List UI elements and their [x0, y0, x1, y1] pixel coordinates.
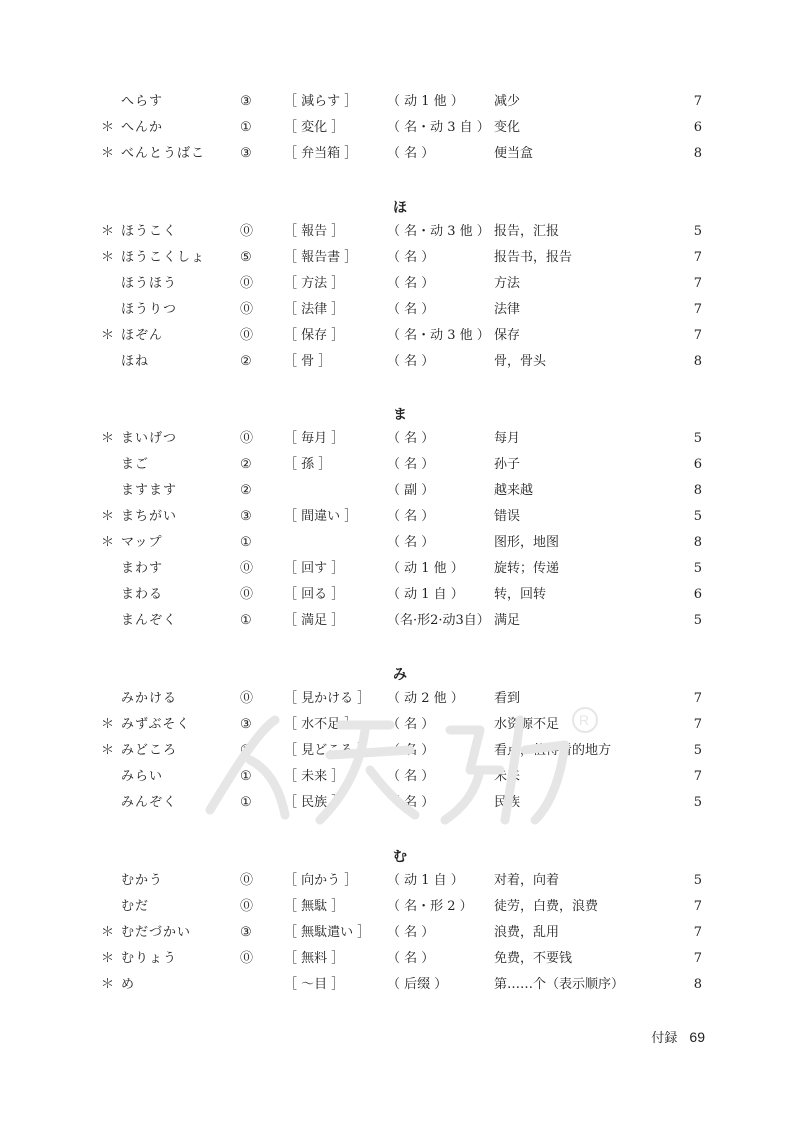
entry-meaning: 方法: [494, 276, 521, 291]
page-number: 69: [689, 1029, 705, 1045]
entry-row: [0, 612, 800, 638]
entry-kanji: ［ 減らす ］: [284, 94, 358, 109]
entry-kanji: ［ 弁当箱 ］: [284, 146, 358, 161]
entry-star-marker: ＊: [101, 977, 115, 992]
entry-part-of-speech: （ 名・形 2 ）: [387, 899, 473, 914]
entry-kanji: ［ 見かける ］: [284, 691, 371, 706]
entry-meaning: 民族: [494, 795, 521, 810]
entry-row: [0, 716, 800, 742]
entry-star-marker: ＊: [101, 146, 115, 161]
entry-row: [0, 768, 800, 794]
entry-kana: むかう: [121, 873, 164, 888]
entry-meaning: 对着，向着: [494, 873, 560, 888]
entry-row: [0, 742, 800, 768]
entry-kanji: ［ 保存 ］: [284, 328, 345, 343]
entry-kana: まご: [121, 457, 150, 472]
entry-kanji: ［ 無駄遣い ］: [284, 925, 371, 940]
entry-kanji: ［ 回る ］: [284, 587, 345, 602]
entry-meaning: 报告，汇报: [494, 224, 560, 239]
entry-part-of-speech: （ 名 ）: [387, 535, 435, 550]
entry-part-of-speech: （ 名 ）: [387, 743, 435, 758]
entry-accent: ③: [240, 717, 252, 732]
entry-row: [0, 145, 800, 171]
entry-row: [0, 93, 800, 119]
entry-part-of-speech: （ 名 ）: [387, 457, 435, 472]
entry-part-of-speech: （ 名 ）: [387, 717, 435, 732]
entry-meaning: 错误: [494, 509, 521, 524]
entry-meaning: 变化: [494, 120, 521, 135]
entry-lesson-number: 5: [693, 561, 702, 576]
entry-row: [0, 560, 800, 586]
svg-text:R: R: [579, 712, 590, 728]
entry-kana: ほね: [121, 354, 150, 369]
entry-part-of-speech: （ 后缀 ）: [387, 977, 448, 992]
entry-row: [0, 898, 800, 924]
entry-lesson-number: 7: [693, 691, 702, 706]
entry-lesson-number: 8: [693, 535, 702, 550]
entry-star-marker: ＊: [101, 224, 115, 239]
entry-kana: みらい: [121, 769, 164, 784]
entry-kana: ほうほう: [121, 276, 178, 291]
entry-star-marker: ＊: [101, 925, 115, 940]
entry-lesson-number: 5: [693, 224, 702, 239]
entry-meaning: 满足: [494, 613, 521, 628]
entry-lesson-number: 6: [693, 457, 702, 472]
entry-kana: ほうこく: [121, 224, 178, 239]
entry-star-marker: ＊: [101, 509, 115, 524]
entry-row: [0, 482, 800, 508]
entry-part-of-speech: （ 名・动 3 自 ）: [387, 120, 490, 135]
entry-lesson-number: 7: [693, 717, 702, 732]
entry-accent: ②: [240, 483, 252, 498]
entry-lesson-number: 7: [693, 951, 702, 966]
footer-label: 付録: [651, 1030, 678, 1045]
entry-meaning: 水资源不足: [494, 717, 560, 732]
entry-part-of-speech: （ 名 ）: [387, 302, 435, 317]
entry-kanji: ［ 間違い ］: [284, 509, 358, 524]
entry-kana: みどころ: [121, 743, 178, 758]
entry-row: [0, 430, 800, 456]
entry-accent: ⓪: [240, 873, 254, 888]
entry-lesson-number: 5: [693, 743, 702, 758]
entry-accent: ③: [240, 94, 252, 109]
entry-meaning: 看点，值得看的地方: [494, 743, 612, 758]
entry-kana: むだ: [121, 899, 150, 914]
entry-meaning: 免费，不要钱: [494, 951, 573, 966]
entry-accent: ①: [240, 795, 252, 810]
entry-accent: ⓪: [240, 431, 254, 446]
entry-lesson-number: 5: [693, 873, 702, 888]
section-heading: ま: [393, 407, 407, 423]
entry-kanji: ［ ～目 ］: [284, 977, 345, 992]
section-heading: ほ: [393, 200, 407, 216]
entry-kana: みずぶそく: [121, 717, 191, 732]
entry-star-marker: ＊: [101, 717, 115, 732]
entry-kanji: ［ 無料 ］: [284, 951, 345, 966]
entry-part-of-speech: （ 名 ）: [387, 509, 435, 524]
entry-lesson-number: 8: [693, 354, 702, 369]
entry-lesson-number: 6: [693, 587, 702, 602]
entry-accent: ⓪: [240, 224, 254, 239]
entry-lesson-number: 7: [693, 769, 702, 784]
entry-accent: ⓪: [240, 328, 254, 343]
entry-lesson-number: 5: [693, 431, 702, 446]
entry-accent: ①: [240, 120, 252, 135]
entry-row: [0, 794, 800, 820]
entry-kana: ますます: [121, 483, 178, 498]
entry-part-of-speech: （ 名 ）: [387, 431, 435, 446]
entry-accent: ⓪: [240, 587, 254, 602]
entry-kanji: ［ 孫 ］: [284, 457, 332, 472]
entry-kana: へらす: [121, 94, 164, 109]
entry-part-of-speech: （ 名・动 3 他 ）: [387, 224, 490, 239]
entry-accent: ⓪: [240, 899, 254, 914]
entry-lesson-number: 7: [693, 328, 702, 343]
entry-part-of-speech: （ 名 ）: [387, 795, 435, 810]
entry-kanji: ［ 毎月 ］: [284, 431, 345, 446]
entry-accent: ⓪: [240, 302, 254, 317]
entry-meaning: 骨，骨头: [494, 354, 547, 369]
entry-part-of-speech: （ 名 ）: [387, 250, 435, 265]
entry-kana: ほうこくしょ: [121, 250, 206, 265]
entry-accent: ②: [240, 354, 252, 369]
entry-kanji: ［ 未来 ］: [284, 769, 345, 784]
entry-lesson-number: 5: [693, 795, 702, 810]
entry-row: [0, 119, 800, 145]
entry-meaning: 旋转；传递: [494, 561, 560, 576]
entry-part-of-speech: （ 名 ）: [387, 925, 435, 940]
entry-kanji: ［ 見どころ ］: [284, 743, 371, 758]
entry-row: [0, 223, 800, 249]
entry-lesson-number: 8: [693, 483, 702, 498]
entry-row: [0, 301, 800, 327]
entry-meaning: 减少: [494, 94, 521, 109]
entry-lesson-number: 5: [693, 613, 702, 628]
entry-accent: ③: [240, 146, 252, 161]
entry-meaning: 法律: [494, 302, 521, 317]
entry-lesson-number: 7: [693, 94, 702, 109]
entry-part-of-speech: （名·形2·动3自）: [387, 613, 490, 628]
entry-star-marker: ＊: [101, 250, 115, 265]
entry-accent: ①: [240, 535, 252, 550]
entry-star-marker: ＊: [101, 535, 115, 550]
entry-row: [0, 924, 800, 950]
entry-accent: ⓪: [240, 951, 254, 966]
entry-part-of-speech: （ 动 1 自 ）: [387, 587, 464, 602]
entry-meaning: 每月: [494, 431, 521, 446]
entry-meaning: 报告书，报告: [494, 250, 573, 265]
entry-kana: マップ: [121, 535, 163, 550]
entry-row: [0, 327, 800, 353]
entry-part-of-speech: （ 动 1 他 ）: [387, 94, 464, 109]
entry-row: [0, 353, 800, 379]
entry-accent: ⑤: [240, 250, 252, 265]
entry-part-of-speech: （ 动 1 他 ）: [387, 561, 464, 576]
section-heading: み: [393, 667, 407, 683]
entry-accent: ⓪: [240, 561, 254, 576]
entry-accent: ②: [240, 457, 252, 472]
entry-part-of-speech: （ 动 2 他 ）: [387, 691, 464, 706]
entry-meaning: 徒劳，白费，浪费: [494, 899, 599, 914]
entry-kana: め: [121, 977, 136, 992]
entry-kanji: ［ 向かう ］: [284, 873, 358, 888]
entry-meaning: 便当盒: [494, 146, 534, 161]
entry-row: [0, 249, 800, 275]
entry-accent: ②: [240, 743, 252, 758]
entry-row: [0, 508, 800, 534]
entry-lesson-number: 7: [693, 899, 702, 914]
entry-kanji: ［ 水不足 ］: [284, 717, 358, 732]
entry-kana: まわる: [121, 587, 164, 602]
entry-kanji: ［ 無駄 ］: [284, 899, 345, 914]
entry-row: [0, 534, 800, 560]
entry-kanji: ［ 法律 ］: [284, 302, 345, 317]
entry-part-of-speech: （ 名・动 3 他 ）: [387, 328, 490, 343]
entry-star-marker: ＊: [101, 328, 115, 343]
entry-lesson-number: 6: [693, 120, 702, 135]
entry-star-marker: ＊: [101, 431, 115, 446]
entry-kanji: ［ 回す ］: [284, 561, 345, 576]
entry-lesson-number: 7: [693, 276, 702, 291]
entry-kanji: ［ 骨 ］: [284, 354, 332, 369]
entry-kana: へんか: [121, 120, 164, 135]
entry-kana: ほうりつ: [121, 302, 178, 317]
entry-row: [0, 976, 800, 1002]
entry-meaning: 看到: [494, 691, 521, 706]
entry-meaning: 第……个（表示顺序）: [494, 977, 625, 992]
entry-part-of-speech: （ 名 ）: [387, 276, 435, 291]
entry-row: [0, 586, 800, 612]
entry-meaning: 保存: [494, 328, 521, 343]
entry-kana: みかける: [121, 691, 178, 706]
entry-lesson-number: 7: [693, 302, 702, 317]
entry-kanji: ［ 変化 ］: [284, 120, 345, 135]
entry-kana: みんぞく: [121, 795, 178, 810]
entry-part-of-speech: （ 名 ）: [387, 951, 435, 966]
entry-accent: ③: [240, 925, 252, 940]
entry-lesson-number: 8: [693, 146, 702, 161]
entry-meaning: 孙子: [494, 457, 521, 472]
entry-meaning: 图形，地图: [494, 535, 560, 550]
entry-kanji: ［ 方法 ］: [284, 276, 345, 291]
entry-kana: まいげつ: [121, 431, 178, 446]
entry-part-of-speech: （ 名 ）: [387, 354, 435, 369]
entry-accent: ⓪: [240, 276, 254, 291]
entry-kanji: ［ 報告 ］: [284, 224, 345, 239]
entry-lesson-number: 7: [693, 925, 702, 940]
entry-kanji: ［ 民族 ］: [284, 795, 345, 810]
entry-kana: むりょう: [121, 951, 178, 966]
entry-meaning: 未来: [494, 769, 521, 784]
entry-kana: まんぞく: [121, 613, 178, 628]
entry-row: [0, 690, 800, 716]
entry-accent: ①: [240, 769, 252, 784]
entry-star-marker: ＊: [101, 951, 115, 966]
entry-row: [0, 872, 800, 898]
entry-lesson-number: 7: [693, 250, 702, 265]
entry-part-of-speech: （ 名 ）: [387, 146, 435, 161]
entry-meaning: 浪费，乱用: [494, 925, 560, 940]
entry-kanji: ［ 報告書 ］: [284, 250, 358, 265]
entry-kana: ほぞん: [121, 328, 164, 343]
entry-meaning: 转，回转: [494, 587, 547, 602]
entry-row: [0, 950, 800, 976]
entry-meaning: 越来越: [494, 483, 534, 498]
entry-part-of-speech: （ 动 1 自 ）: [387, 873, 464, 888]
entry-row: [0, 275, 800, 301]
entry-star-marker: ＊: [101, 743, 115, 758]
entry-kanji: ［ 満足 ］: [284, 613, 345, 628]
section-heading: む: [393, 849, 407, 865]
entry-kana: むだづかい: [121, 925, 192, 940]
entry-star-marker: ＊: [101, 120, 115, 135]
entry-lesson-number: 8: [693, 977, 702, 992]
entry-lesson-number: 5: [693, 509, 702, 524]
entry-kana: べんとうばこ: [121, 146, 206, 161]
entry-accent: ①: [240, 613, 252, 628]
entry-kana: まちがい: [121, 509, 178, 524]
entry-part-of-speech: （ 名 ）: [387, 769, 435, 784]
entry-row: [0, 456, 800, 482]
entry-part-of-speech: （ 副 ）: [387, 483, 435, 498]
entry-accent: ③: [240, 509, 252, 524]
entry-kana: まわす: [121, 561, 164, 576]
page-footer: [651, 1027, 705, 1046]
entry-accent: ⓪: [240, 691, 254, 706]
